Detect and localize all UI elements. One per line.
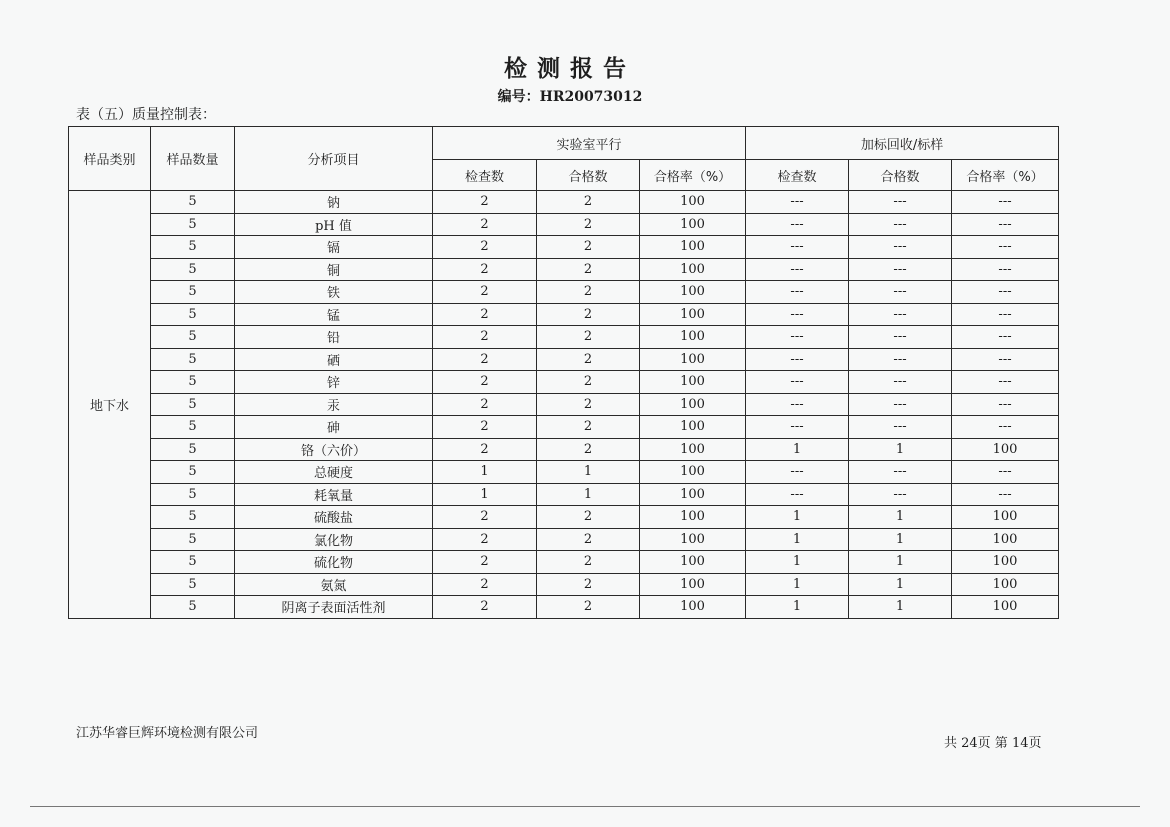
parallel-check-cell: 2 — [433, 573, 537, 596]
spike-pass-cell: --- — [849, 371, 952, 394]
spike-rate-cell: --- — [952, 213, 1059, 236]
table-row — [69, 393, 1059, 416]
analysis-item-cell: 氨氮 — [235, 573, 433, 596]
table-row — [69, 348, 1059, 371]
spike-rate-cell: --- — [952, 258, 1059, 281]
header-analysis-item: 分析项目 — [235, 127, 433, 191]
sample-count-cell: 5 — [151, 573, 235, 596]
sample-count-cell: 5 — [151, 506, 235, 529]
analysis-item-cell: 铅 — [235, 326, 433, 349]
footer-company: 江苏华睿巨辉环境检测有限公司 — [76, 726, 259, 741]
spike-rate-cell: 100 — [952, 596, 1059, 619]
spike-rate-cell: --- — [952, 326, 1059, 349]
spike-check-cell: --- — [746, 416, 849, 439]
parallel-rate-cell: 100 — [640, 393, 746, 416]
spike-check-cell: --- — [746, 191, 849, 214]
parallel-check-cell: 2 — [433, 258, 537, 281]
parallel-rate-cell: 100 — [640, 596, 746, 619]
spike-rate-cell: --- — [952, 371, 1059, 394]
spike-rate-cell: --- — [952, 191, 1059, 214]
spike-rate-cell: 100 — [952, 551, 1059, 574]
parallel-rate-cell: 100 — [640, 551, 746, 574]
parallel-rate-cell: 100 — [640, 506, 746, 529]
parallel-rate-cell: 100 — [640, 191, 746, 214]
analysis-item-cell: 耗氧量 — [235, 483, 433, 506]
analysis-item-cell: 硒 — [235, 348, 433, 371]
parallel-check-cell: 2 — [433, 551, 537, 574]
parallel-pass-cell: 2 — [537, 506, 640, 529]
spike-pass-cell: --- — [849, 258, 952, 281]
sample-count-cell: 5 — [151, 438, 235, 461]
table-row — [69, 438, 1059, 461]
quality-control-table — [68, 126, 1059, 619]
parallel-pass-cell: 2 — [537, 303, 640, 326]
sample-count-cell: 5 — [151, 416, 235, 439]
header-spike-rate: 合格率（%） — [952, 160, 1059, 191]
table-row — [69, 416, 1059, 439]
spike-rate-cell: --- — [952, 303, 1059, 326]
sample-count-cell: 5 — [151, 596, 235, 619]
table-row — [69, 528, 1059, 551]
spike-check-cell: --- — [746, 483, 849, 506]
parallel-pass-cell: 2 — [537, 596, 640, 619]
spike-check-cell: --- — [746, 281, 849, 304]
sample-count-cell: 5 — [151, 393, 235, 416]
spike-pass-cell: --- — [849, 281, 952, 304]
sample-count-cell: 5 — [151, 303, 235, 326]
header-spike-recovery: 加标回收/标样 — [746, 127, 1059, 160]
table-row — [69, 236, 1059, 259]
parallel-pass-cell: 1 — [537, 461, 640, 484]
sample-count-cell: 5 — [151, 348, 235, 371]
parallel-rate-cell: 100 — [640, 326, 746, 349]
analysis-item-cell: 氯化物 — [235, 528, 433, 551]
parallel-pass-cell: 2 — [537, 258, 640, 281]
table-row — [69, 461, 1059, 484]
table-row — [69, 596, 1059, 619]
parallel-rate-cell: 100 — [640, 258, 746, 281]
parallel-pass-cell: 2 — [537, 236, 640, 259]
spike-rate-cell: --- — [952, 393, 1059, 416]
parallel-pass-cell: 2 — [537, 213, 640, 236]
sample-count-cell: 5 — [151, 371, 235, 394]
parallel-pass-cell: 2 — [537, 438, 640, 461]
table-row — [69, 573, 1059, 596]
parallel-rate-cell: 100 — [640, 483, 746, 506]
spike-check-cell: --- — [746, 371, 849, 394]
parallel-rate-cell: 100 — [640, 281, 746, 304]
table-body — [69, 191, 1059, 619]
table-row — [69, 326, 1059, 349]
sample-type-cell: 地下水 — [69, 191, 151, 619]
sample-count-cell: 5 — [151, 191, 235, 214]
spike-pass-cell: --- — [849, 303, 952, 326]
sample-count-cell: 5 — [151, 213, 235, 236]
parallel-check-cell: 1 — [433, 461, 537, 484]
header-spike-pass: 合格数 — [849, 160, 952, 191]
spike-check-cell: --- — [746, 303, 849, 326]
parallel-check-cell: 2 — [433, 281, 537, 304]
analysis-item-cell: 钠 — [235, 191, 433, 214]
parallel-rate-cell: 100 — [640, 573, 746, 596]
analysis-item-cell: 硫酸盐 — [235, 506, 433, 529]
table-caption: 表（五）质量控制表： — [76, 107, 216, 123]
analysis-item-cell: 汞 — [235, 393, 433, 416]
parallel-pass-cell: 2 — [537, 573, 640, 596]
analysis-item-cell: 硫化物 — [235, 551, 433, 574]
spike-pass-cell: --- — [849, 416, 952, 439]
parallel-pass-cell: 2 — [537, 551, 640, 574]
spike-rate-cell: --- — [952, 236, 1059, 259]
sample-count-cell: 5 — [151, 258, 235, 281]
spike-pass-cell: --- — [849, 236, 952, 259]
spike-rate-cell: 100 — [952, 506, 1059, 529]
parallel-check-cell: 2 — [433, 596, 537, 619]
table-row — [69, 551, 1059, 574]
table-row — [69, 371, 1059, 394]
parallel-rate-cell: 100 — [640, 461, 746, 484]
spike-pass-cell: --- — [849, 483, 952, 506]
spike-pass-cell: 1 — [849, 506, 952, 529]
parallel-check-cell: 2 — [433, 303, 537, 326]
header-sample-type: 样品类别 — [69, 127, 151, 191]
header-parallel-check: 检查数 — [433, 160, 537, 191]
analysis-item-cell: 总硬度 — [235, 461, 433, 484]
report-title: 检测报告 — [504, 55, 636, 82]
parallel-check-cell: 1 — [433, 483, 537, 506]
spike-check-cell: 1 — [746, 528, 849, 551]
analysis-item-cell: 铬（六价） — [235, 438, 433, 461]
parallel-check-cell: 2 — [433, 528, 537, 551]
spike-check-cell: 1 — [746, 551, 849, 574]
parallel-check-cell: 2 — [433, 348, 537, 371]
parallel-check-cell: 2 — [433, 191, 537, 214]
parallel-rate-cell: 100 — [640, 438, 746, 461]
sample-count-cell: 5 — [151, 551, 235, 574]
parallel-rate-cell: 100 — [640, 371, 746, 394]
report-number: 编号：HR20073012 — [497, 89, 643, 105]
sample-count-cell: 5 — [151, 281, 235, 304]
spike-rate-cell: 100 — [952, 573, 1059, 596]
parallel-check-cell: 2 — [433, 506, 537, 529]
parallel-pass-cell: 2 — [537, 393, 640, 416]
parallel-check-cell: 2 — [433, 236, 537, 259]
header-lab-parallel: 实验室平行 — [433, 127, 746, 160]
spike-rate-cell: 100 — [952, 528, 1059, 551]
parallel-rate-cell: 100 — [640, 303, 746, 326]
analysis-item-cell: 锌 — [235, 371, 433, 394]
parallel-pass-cell: 2 — [537, 281, 640, 304]
parallel-pass-cell: 2 — [537, 528, 640, 551]
table-row — [69, 258, 1059, 281]
spike-pass-cell: --- — [849, 191, 952, 214]
sample-count-cell: 5 — [151, 483, 235, 506]
parallel-check-cell: 2 — [433, 326, 537, 349]
analysis-item-cell: 铜 — [235, 258, 433, 281]
spike-check-cell: --- — [746, 461, 849, 484]
spike-check-cell: 1 — [746, 438, 849, 461]
parallel-check-cell: 2 — [433, 213, 537, 236]
spike-pass-cell: 1 — [849, 551, 952, 574]
analysis-item-cell: 镉 — [235, 236, 433, 259]
spike-rate-cell: --- — [952, 348, 1059, 371]
analysis-item-cell: 阴离子表面活性剂 — [235, 596, 433, 619]
spike-rate-cell: --- — [952, 461, 1059, 484]
header-parallel-rate: 合格率（%） — [640, 160, 746, 191]
analysis-item-cell: 铁 — [235, 281, 433, 304]
parallel-rate-cell: 100 — [640, 213, 746, 236]
header-sample-count: 样品数量 — [151, 127, 235, 191]
spike-rate-cell: 100 — [952, 438, 1059, 461]
sample-count-cell: 5 — [151, 236, 235, 259]
table-row — [69, 281, 1059, 304]
spike-rate-cell: --- — [952, 483, 1059, 506]
parallel-pass-cell: 2 — [537, 326, 640, 349]
spike-pass-cell: 1 — [849, 596, 952, 619]
spike-check-cell: 1 — [746, 573, 849, 596]
parallel-rate-cell: 100 — [640, 528, 746, 551]
spike-pass-cell: --- — [849, 461, 952, 484]
analysis-item-cell: 锰 — [235, 303, 433, 326]
header-parallel-pass: 合格数 — [537, 160, 640, 191]
spike-check-cell: --- — [746, 236, 849, 259]
parallel-pass-cell: 2 — [537, 416, 640, 439]
analysis-item-cell: pH 值 — [235, 213, 433, 236]
spike-rate-cell: --- — [952, 416, 1059, 439]
bottom-divider — [30, 806, 1140, 807]
table-row — [69, 303, 1059, 326]
table-row — [69, 506, 1059, 529]
spike-check-cell: --- — [746, 393, 849, 416]
spike-check-cell: --- — [746, 258, 849, 281]
sample-count-cell: 5 — [151, 461, 235, 484]
table-row — [69, 213, 1059, 236]
parallel-rate-cell: 100 — [640, 236, 746, 259]
parallel-pass-cell: 1 — [537, 483, 640, 506]
spike-check-cell: 1 — [746, 506, 849, 529]
sample-count-cell: 5 — [151, 528, 235, 551]
spike-pass-cell: 1 — [849, 438, 952, 461]
spike-check-cell: 1 — [746, 596, 849, 619]
spike-check-cell: --- — [746, 326, 849, 349]
parallel-check-cell: 2 — [433, 416, 537, 439]
spike-check-cell: --- — [746, 348, 849, 371]
parallel-check-cell: 2 — [433, 438, 537, 461]
table-row — [69, 191, 1059, 214]
spike-pass-cell: --- — [849, 393, 952, 416]
parallel-pass-cell: 2 — [537, 191, 640, 214]
parallel-pass-cell: 2 — [537, 371, 640, 394]
spike-pass-cell: --- — [849, 348, 952, 371]
spike-pass-cell: 1 — [849, 573, 952, 596]
spike-check-cell: --- — [746, 213, 849, 236]
header-spike-check: 检查数 — [746, 160, 849, 191]
parallel-rate-cell: 100 — [640, 348, 746, 371]
spike-pass-cell: --- — [849, 326, 952, 349]
spike-pass-cell: 1 — [849, 528, 952, 551]
parallel-check-cell: 2 — [433, 393, 537, 416]
parallel-pass-cell: 2 — [537, 348, 640, 371]
footer-page-info: 共 24页 第 14页 — [944, 736, 1042, 751]
parallel-check-cell: 2 — [433, 371, 537, 394]
analysis-item-cell: 砷 — [235, 416, 433, 439]
table-row — [69, 483, 1059, 506]
spike-pass-cell: --- — [849, 213, 952, 236]
spike-rate-cell: --- — [952, 281, 1059, 304]
parallel-rate-cell: 100 — [640, 416, 746, 439]
sample-count-cell: 5 — [151, 326, 235, 349]
